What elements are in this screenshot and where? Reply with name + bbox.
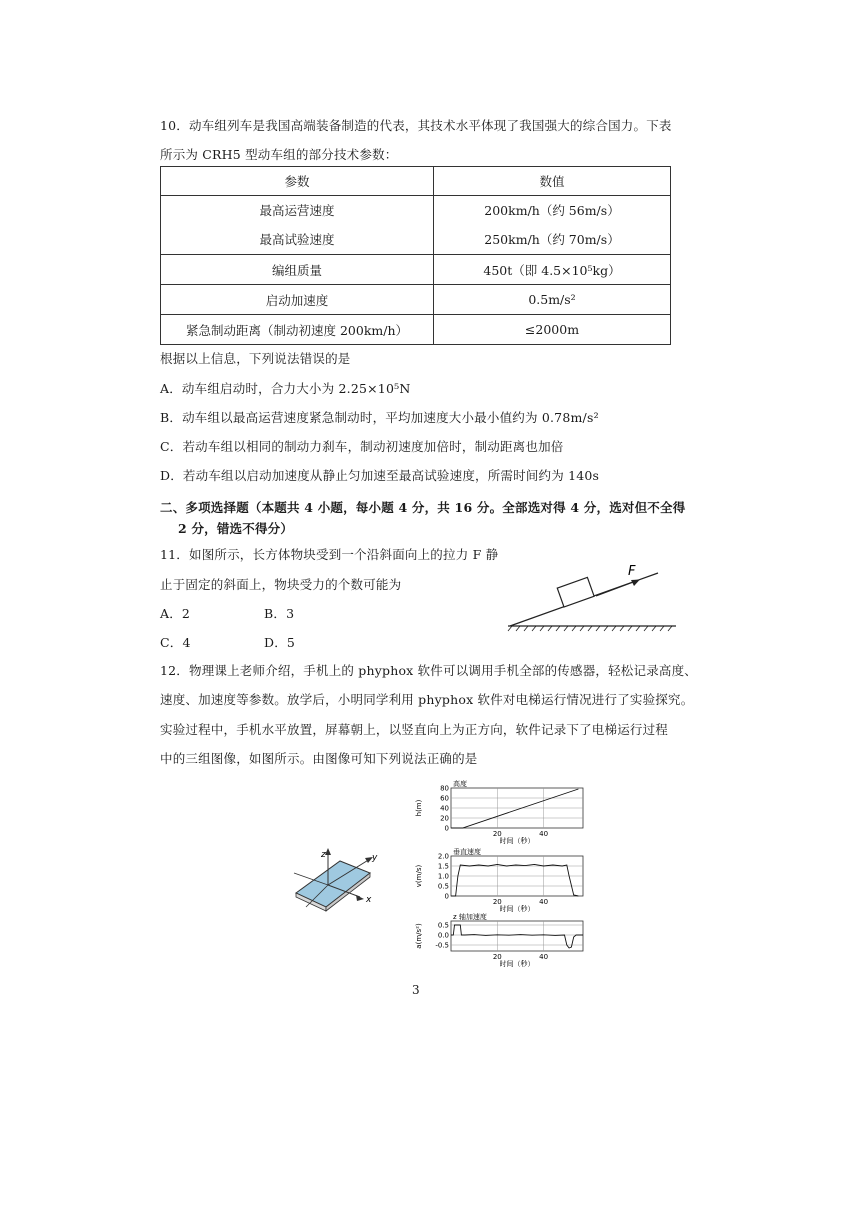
z-axis-arrow [325,848,331,855]
y-tick-label: 0 [444,892,449,901]
table-header-row [161,167,671,196]
q11-line1: 11．如图所示，长方体物块受到一个沿斜面向上的拉力 F 静 [160,547,499,562]
q10-option-a: A．动车组启动时，合力大小为 2.25×10⁵N [160,381,411,396]
table-cell-value: 450t（即 4.5×10⁵kg） [434,255,671,285]
y-tick-label: 1.0 [437,872,449,881]
q12-line2: 速度、加速度等参数。放学后，小明同学利用 phyphox 软件对电梯运行情况进行了实验探究。 [160,692,694,707]
y-axis-label: a(m/s²) [415,923,423,949]
y-tick-label: 0.5 [437,882,449,891]
table-cell-text: 最高运营速度 [259,203,335,218]
x-axis-label: 时间（秒） [499,837,535,845]
q12-line1: 12．物理课上老师介绍，手机上的 phyphox 软件可以调用手机全部的传感器，轻松记录高度、 [160,663,697,678]
table-cell-text: 200km/h（约 56m/s） [484,203,620,218]
chart-title: 垂直速度 [453,848,481,856]
section2-heading-line2: 2 分，错选不得分） [178,521,294,536]
y-axis-label: v(m/s) [415,864,423,888]
chart-panel [415,779,583,845]
table-cell-param: 启动加速度 [161,285,434,315]
section2-heading-line1: 二、多项选择题（本题共 4 小题，每小题 4 分，共 16 分。全部选对得 4 分，选对但不全得 [160,500,686,515]
q10-intro-line1: 10．动车组列车是我国高端装备制造的代表，其技术水平体现了我国强大的综合国力。下表 [160,118,672,133]
q10-option-b: B．动车组以最高运营速度紧急制动时，平均加速度大小最小值约为 0.78m/s² [160,410,599,425]
q10-option-c: C．若动车组以相同的制动力刹车，制动初速度加倍时，制动距离也加倍 [160,439,564,454]
x-axis-label: 时间（秒） [499,960,535,968]
table-header-param: 参数 [161,167,434,196]
y-axis-label: y [372,853,378,863]
table-cell-param [161,196,434,255]
force-label: F [628,564,636,579]
phone-diagram [288,845,388,915]
table-row [161,255,671,285]
y-axis-label: h(m) [415,799,423,817]
x-tick-label: 20 [492,830,502,838]
x-tick-label: 40 [539,898,549,906]
y-tick-label: 40 [440,804,449,813]
x-axis-label: x [366,895,372,905]
table-row [161,196,671,255]
y-tick-label: 2.0 [437,852,449,861]
block [557,577,594,607]
table-cell-value: 0.5m/s² [434,285,671,315]
q12-line3: 实验过程中，手机水平放置，屏幕朝上，以竖直向上为正方向，软件记录下了电梯运行过程 [160,722,669,737]
chart-panel [415,847,583,913]
table-row [161,315,671,345]
y-tick-label: 20 [440,814,449,823]
table-cell-text: 最高试验速度 [259,232,335,247]
q10-option-d: D．若动车组以启动加速度从静止匀加速至最高试验速度，所需时间约为 140s [160,468,600,483]
q11-option-c: C．4 [160,635,191,650]
y-tick-label: 0.5 [437,921,449,930]
table-cell-text: 250km/h（约 70m/s） [484,232,620,247]
sensor-charts [405,780,595,975]
q11-option-d: D．5 [264,635,296,650]
q12-line4: 中的三组图像，如图所示。由图像可知下列说法正确的是 [160,751,478,766]
table-header-value: 数值 [434,167,671,196]
y-tick-label: -0.5 [435,941,449,950]
table-row [161,285,671,315]
incline-diagram [500,560,680,635]
x-tick-label: 40 [539,830,549,838]
parameter-table [160,166,671,345]
q11-option-b: B．3 [264,606,295,621]
q10-stem: 根据以上信息，下列说法错误的是 [160,351,351,366]
x-axis-arrow [356,895,364,901]
y-tick-label: 80 [440,784,449,793]
q10-intro-line2: 所示为 CRH5 型动车组的部分技术参数： [160,147,398,162]
q11-option-a: A．2 [160,606,191,621]
y-tick-label: 1.5 [437,862,449,871]
table-cell-param: 紧急制动距离（制动初速度 200km/h） [161,315,434,345]
y-tick-label: 0.0 [437,931,449,940]
table-cell-value: ≤2000m [434,315,671,345]
table-cell-value [434,196,671,255]
x-tick-label: 20 [492,953,502,961]
x-tick-label: 40 [539,953,549,961]
chart-title: 高度 [453,780,467,788]
chart-panel [415,912,583,968]
force-arrow [596,581,636,596]
y-tick-label: 60 [440,794,449,803]
page-number: 3 [412,983,420,997]
table-cell-param: 编组质量 [161,255,434,285]
plot-frame [451,921,583,951]
chart-title: z 轴加速度 [453,913,487,921]
q11-line2: 止于固定的斜面上，物块受力的个数可能为 [160,577,402,592]
x-tick-label: 20 [492,898,502,906]
x-axis-label: 时间（秒） [499,905,535,913]
ground-hatching [508,626,672,631]
y-tick-label: 0 [444,824,449,833]
z-axis-label: z [321,850,326,860]
